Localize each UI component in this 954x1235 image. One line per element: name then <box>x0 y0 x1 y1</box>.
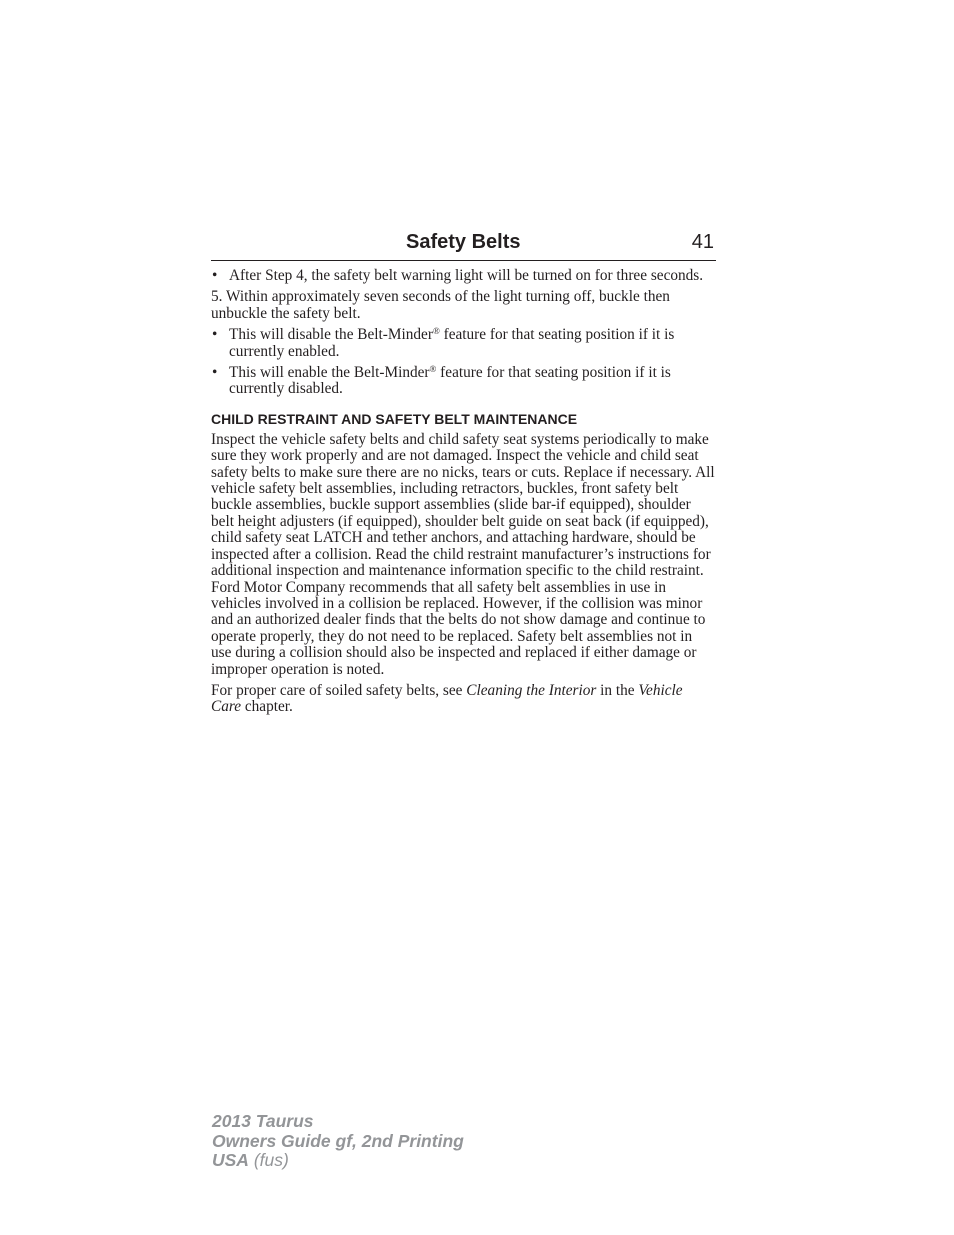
list-item-text-start: This will enable the Belt-Minder <box>229 364 430 382</box>
list-item <box>211 365 716 398</box>
list-item-text-end: feature for that seating position if it is currently enabled. <box>229 326 675 360</box>
footer-guide: Owners Guide gf, 2nd Printing <box>212 1130 464 1151</box>
footer-region-main: USA <box>212 1150 249 1170</box>
registered-mark: ® <box>432 326 440 337</box>
step-5-text: 5. Within approximately seven seconds of the light turning off, buckle then unbuckle the safety belt. <box>211 288 670 322</box>
care-text-2: in the <box>596 681 639 699</box>
care-text-3: chapter. <box>241 698 293 716</box>
care-text-1: For proper care of soiled safety belts, see <box>211 681 467 699</box>
chapter-title: Safety Belts <box>406 231 521 253</box>
footer-region-code: (fus) <box>248 1150 289 1170</box>
section-heading: CHILD RESTRAINT AND SAFETY BELT MAINTENANCE <box>211 410 578 427</box>
page-header <box>211 228 716 261</box>
cross-reference-cleaning: Cleaning the Interior <box>466 681 597 699</box>
bullet-marker: • <box>212 326 218 344</box>
cross-reference-vehicle-care: Vehicle Care <box>211 681 683 716</box>
maintenance-paragraph: Inspect the vehicle safety belts and child safety seat systems periodically to make sure they work properly and are not damaged. Inspect the vehicle and child seat safety belts to make sure there are no nicks, tears or cuts. Replace if necessary. All vehicle safety belt assemblies, including retractors, buckles, front safety belt buckle assemblies, buckle support assemblies (slide bar-if equipped), shoulder belt height adjusters (if equipped), shoulder belt guide on seat back (if equipped), child safety seat LATCH and tether anchors, and attaching hardware, should be inspected after a collision. Read the child restraint manufacturer’s instructions for additional inspection and maintenance information specific to the child restraint. Ford Motor Company recommends that all safety belt assemblies in use in vehicles involved in a collision be replaced. However, if the collision was minor and an authorized dealer finds that the belts do not show damage and continue to operate properly, they do not need to be replaced. Safety belt assemblies not in use during a collision should also be inspected and replaced if either damage or improper operation is noted. <box>211 430 715 678</box>
page-footer <box>212 1112 464 1171</box>
footer-region <box>212 1151 464 1171</box>
list-item-text-end: feature for that seating position if it is currently disabled. <box>229 364 671 398</box>
page-body <box>211 268 716 721</box>
list-item-text: After Step 4, the safety belt warning light will be turned on for three seconds. <box>229 267 704 284</box>
list-item <box>211 327 716 360</box>
footer-model: 2013 Taurus <box>212 1111 314 1131</box>
bullet-marker: • <box>212 364 218 382</box>
page-number: 41 <box>691 231 714 253</box>
registered-mark: ® <box>429 364 437 375</box>
bullet-marker: • <box>212 267 218 284</box>
list-item-text-start: This will disable the Belt-Minder <box>229 326 433 344</box>
care-paragraph <box>211 683 716 716</box>
list-item <box>211 268 716 284</box>
